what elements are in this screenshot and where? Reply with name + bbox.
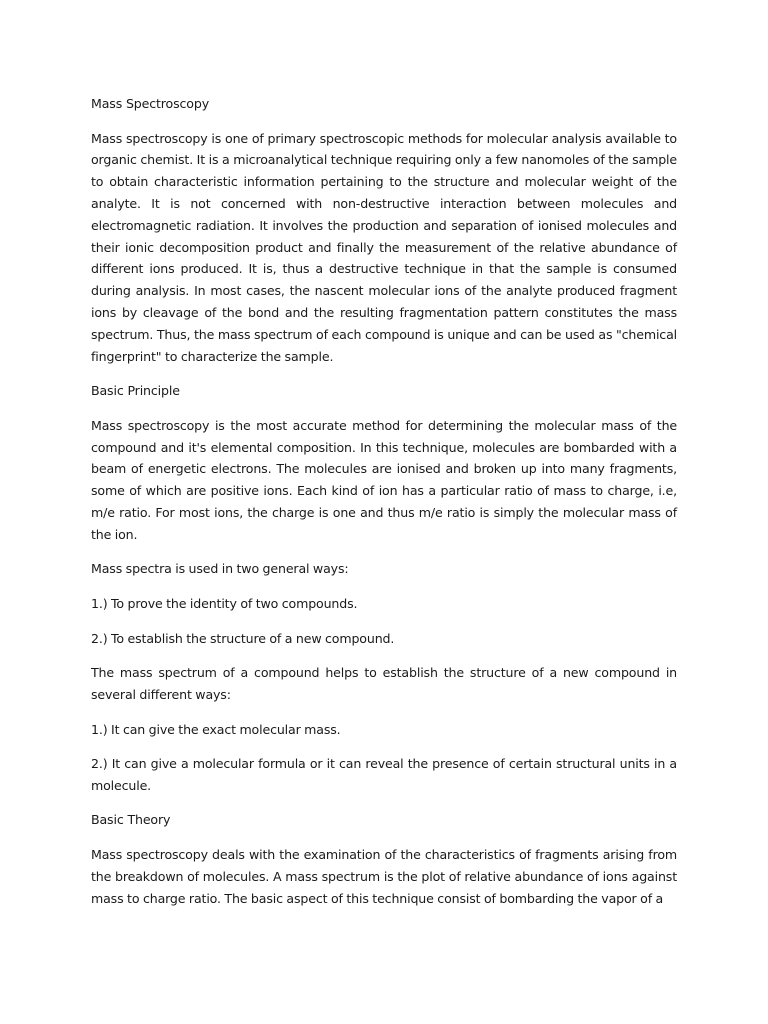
structure-intro-paragraph: The mass spectrum of a compound helps to establish the structure of a new compound in several different ways:	[91, 665, 677, 702]
intro-paragraph: Mass spectroscopy is one of primary spectroscopic methods for molecular analysis available to organic chemist. It is a microanalytical technique requiring only a few nanomoles of the sample to obtain characteristic information pertaining to the structure and molecular weight of the analyte. It is not concerned with non-destructive interaction between molecules and electromagnetic radiation. It involves the production and separation of ionised molecules and their ionic decomposition product and finally the measurement of the relative abundance of different ions produced. It is, thus a destructive technique in that the sample is consumed during analysis. In most cases, the nascent molecular ions of the analyte produced fragment ions by cleavage of the bond and the resulting fragmentation pattern constitutes the mass spectrum. Thus, the mass spectrum of each compound is unique and can be used as "chemical fingerprint" to characterize the sample.	[91, 130, 677, 364]
basic-theory-paragraph: Mass spectroscopy deals with the examination of the characteristics of fragments arising from the breakdown of molecules. A mass spectrum is the plot of relative abundance of ions against mass to charge ratio. The basic aspect of this technique consist of bombarding the vapor of a	[91, 847, 677, 906]
use-item-2: 2.) To establish the structure of a new compound.	[91, 630, 395, 646]
basic-principle-paragraph: Mass spectroscopy is the most accurate method for determining the molecular mass of the compound and it's elemental composition. In this technique, molecules are bombarded with a beam of energetic electrons. The molecules are ionised and broken up into many fragments, some of which are positive ions. Each kind of ion has a particular ratio of mass to charge, i.e, m/e ratio. For most ions, the charge is one and thus m/e ratio is simply the molecular mass of the ion.	[91, 417, 677, 542]
basic-theory-heading: Basic Theory	[91, 812, 171, 828]
document-title: Mass Spectroscopy	[91, 96, 210, 111]
basic-principle-heading: Basic Principle	[91, 383, 180, 399]
use-item-1: 1.) To prove the identity of two compounds.	[91, 595, 358, 611]
way-item-1: 1.) It can give the exact molecular mass.	[91, 721, 341, 737]
way-item-2: 2.) It can give a molecular formula or it can reveal the presence of certain structural units in a molecule.	[91, 756, 677, 793]
document-page	[91, 93, 677, 922]
uses-intro-paragraph: Mass spectra is used in two general ways:	[91, 561, 349, 577]
